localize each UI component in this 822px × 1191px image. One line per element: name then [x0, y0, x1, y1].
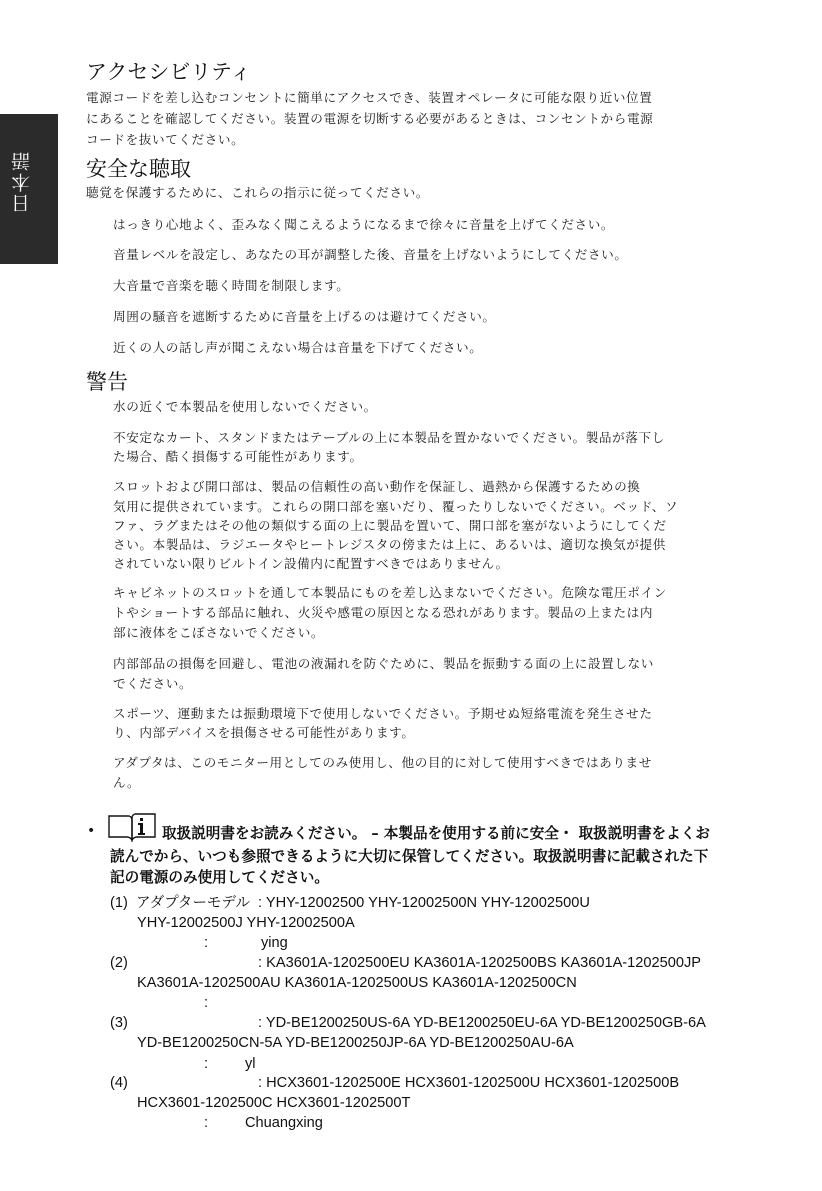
warning-p2-line-1: 不安定なカート、スタンドまたはテーブルの上に本製品を置かないでください。製品が落下し	[113, 430, 665, 445]
adapter-1-models-line-1: : YHY-12002500 YHY-12002500N YHY-12002500U	[258, 895, 590, 911]
warning-p5-line-2: でください。	[113, 676, 193, 691]
adapter-4-maker-colon: :	[204, 1115, 209, 1131]
adapter-3-maker-colon: :	[204, 1056, 209, 1072]
warning-heading: 警告	[86, 370, 128, 394]
warning-p3-line-2: 気用に提供されています。これらの開口部を塞いだり、覆ったりしないでください。ベッド、ソ	[113, 499, 679, 514]
accessibility-line-2: にあることを確認してください。装置の電源を切断する必要があるときは、コンセントから電源	[86, 111, 654, 126]
hearing-item-3: 大音量で音楽を聴く時間を制限します。	[113, 278, 350, 293]
accessibility-line-3: コードを抜いてください。	[86, 132, 245, 147]
adapter-1-maker-colon: :	[204, 935, 209, 951]
warning-p3-line-3: ファ、ラグまたはその他の類似する面の上に製品を置いて、開口部を塞がないようにしてくだ	[113, 518, 667, 533]
notice-line-1: 取扱説明書をお読みください。 – 本製品を使用する前に安全・ 取扱説明書をよくお	[162, 825, 710, 842]
notice-line-2: 読んでから、いつも参照できるように大切に保管してください。取扱説明書に記載された下	[110, 848, 709, 865]
warning-p4-line-1: キャビネットのスロットを通して本製品にものを差し込まないでください。危険な電圧ポイン	[113, 585, 667, 600]
warning-p1-line-1: 水の近くで本製品を使用しないでください。	[113, 399, 377, 414]
language-tab-label: 日本語	[11, 150, 33, 213]
adapter-3-models-line-2: YD-BE1200250CN-5A YD-BE1200250JP-6A YD-BE1200250AU-6A	[137, 1035, 574, 1051]
adapter-1-models-line-2: YHY-12002500J YHY-12002500A	[137, 915, 355, 931]
adapter-2-number: (2)	[110, 955, 128, 971]
warning-p7-line-2: ん。	[113, 775, 141, 790]
warning-p3-line-5: されていない限りビルトイン設備内に配置すべきではありません。	[113, 556, 509, 571]
adapter-3-maker: yl	[245, 1056, 256, 1072]
hearing-intro: 聴覚を保護するために、これらの指示に従ってください。	[86, 185, 430, 200]
warning-p4-line-2: トやショートする部品に触れ、火災や感電の原因となる恐れがあります。製品の上または内	[113, 605, 654, 620]
adapter-2-maker-colon: :	[204, 995, 209, 1011]
adapter-4-models-line-2: HCX3601-1202500C HCX3601-1202500T	[137, 1095, 411, 1111]
warning-p5-line-1: 内部部品の損傷を回避し、電池の液漏れを防ぐために、製品を振動する面の上に設置しない	[113, 656, 654, 671]
warning-p4-line-3: 部に液体をこぼさないでください。	[113, 625, 325, 640]
notice-bullet: •	[87, 823, 96, 839]
adapter-2-models-line-2: KA3601A-1202500AU KA3601A-1202500US KA3601A-1202500CN	[137, 975, 577, 991]
adapter-2-models-line-1: : KA3601A-1202500EU KA3601A-1202500BS KA3601A-1202500JP	[258, 955, 702, 971]
adapter-4-maker: Chuangxing	[245, 1115, 323, 1131]
warning-p3-line-1: スロットおよび開口部は、製品の信頼性の高い動作を保証し、過熱から保護するための換	[113, 479, 641, 494]
adapter-3-models-line-1: : YD-BE1200250US-6A YD-BE1200250EU-6A YD-BE1200250GB-6A	[258, 1015, 706, 1031]
warning-p2-line-2: た場合、酷く損傷する可能性があります。	[113, 449, 363, 464]
hearing-item-5: 近くの人の話し声が聞こえない場合は音量を下げてください。	[113, 340, 483, 355]
adapter-4-models-line-1: : HCX3601-1202500E HCX3601-1202500U HCX3601-1202500B	[258, 1075, 680, 1091]
adapter-1-model-label: アダプターモデル	[136, 895, 250, 911]
warning-p3-line-4: さい。本製品は、ラジエータやヒートレジスタの傍または上に、あるいは、適切な換気が提供	[113, 537, 666, 552]
warning-p6-line-2: り、内部デバイスを損傷させる可能性があります。	[113, 725, 415, 740]
adapter-1-maker: ying	[261, 935, 288, 951]
hearing-heading: 安全な聴取	[86, 157, 191, 181]
hearing-item-1: はっきり心地よく、歪みなく聞こえるようになるまで徐々に音量を上げてください。	[113, 217, 615, 232]
warning-p6-line-1: スポーツ、運動または振動環境下で使用しないでください。予期せぬ短絡電流を発生させた	[113, 706, 653, 721]
accessibility-line-1: 電源コードを差し込むコンセントに簡単にアクセスでき、装置オペレータに可能な限り近い位置	[86, 90, 653, 105]
manual-info-icon	[107, 812, 157, 842]
adapter-1-number: (1)	[110, 895, 128, 911]
adapter-4-number: (4)	[110, 1075, 128, 1091]
warning-p7-line-1: アダプタは、このモニター用としてのみ使用し、他の目的に対して使用すべきではありませ	[113, 755, 652, 770]
hearing-item-2: 音量レベルを設定し、あなたの耳が調整した後、音量を上げないようにしてください。	[113, 247, 628, 262]
notice-line-3: 記の電源のみ使用してください。	[110, 869, 329, 886]
adapter-3-number: (3)	[110, 1015, 128, 1031]
accessibility-heading: アクセシビリティ	[86, 60, 252, 84]
hearing-item-4: 周囲の騒音を遮断するために音量を上げるのは避けてください。	[113, 309, 496, 324]
